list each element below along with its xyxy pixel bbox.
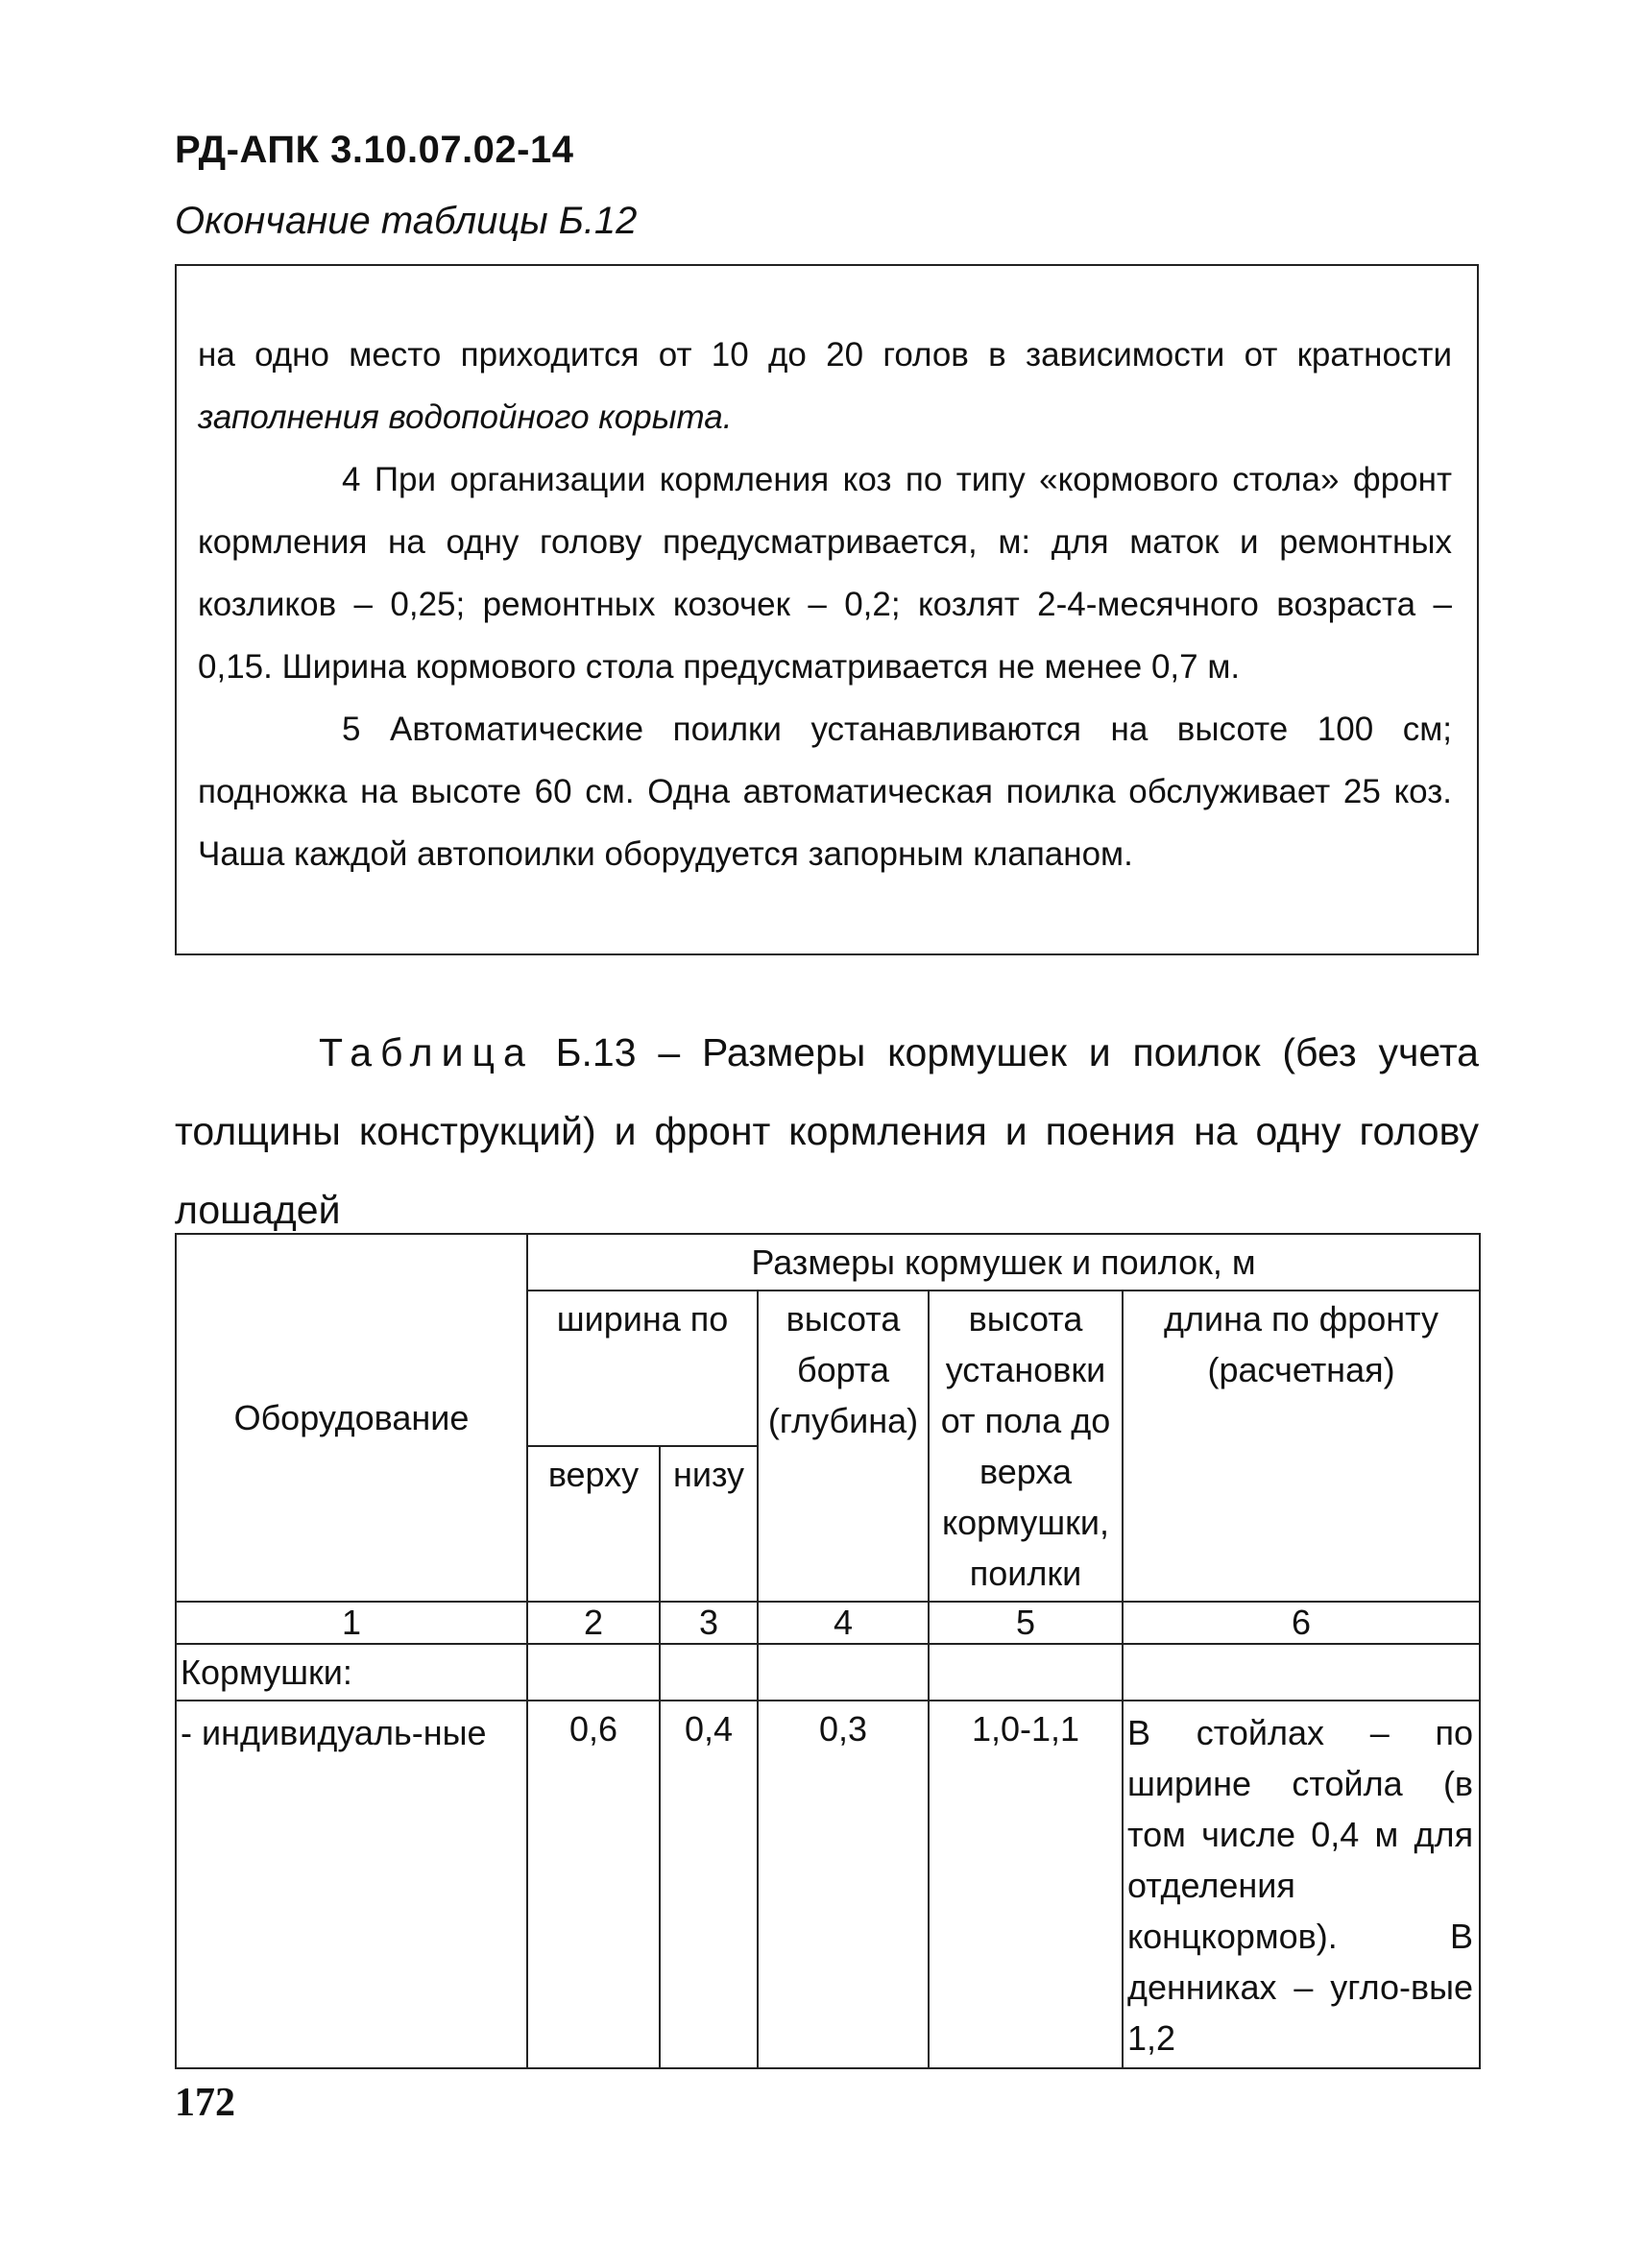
table-continuation-title: Окончание таблицы Б.12	[175, 200, 638, 242]
column-number: 6	[1123, 1602, 1480, 1644]
row-width-top: 0,6	[527, 1701, 660, 2068]
header-dimensions-group: Размеры кормушек и поилок, м	[527, 1234, 1480, 1291]
header-side-height: высота борта (глубина)	[758, 1291, 929, 1602]
note-paragraph-5: 5 Автоматические поилки устанавливаются на высоте 100 см; подножка на высоте 60 см. Одна автоматическая поилка обслуживает 25 коз. Чаша каждой автопоилки оборудуется запорным клапаном.	[198, 711, 1452, 873]
header-front-length: длина по фронту (расчетная)	[1123, 1291, 1480, 1602]
table-caption-text: Б.13 – Размеры кормушек и поилок (без учета толщины конструкций) и фронт кормления и поения на одну голову лошадей	[175, 1030, 1479, 1232]
header-width-by: ширина по	[527, 1291, 758, 1446]
header-bottom: низу	[660, 1446, 758, 1602]
row-side-height: 0,3	[758, 1701, 929, 2068]
row-front-length: В стойлах – по ширине стойла (в том числе 0,4 м для отделения концкормов). В денниках – угло-вые 1,2	[1123, 1701, 1480, 2068]
column-number: 2	[527, 1602, 660, 1644]
column-number: 3	[660, 1602, 758, 1644]
header-install-height: высота установки от пола до верха кормушки, поилки	[929, 1291, 1123, 1602]
document-code: РД-АПК 3.10.07.02-14	[175, 129, 574, 171]
note-paragraph-1	[198, 324, 1452, 448]
empty-cell	[1123, 1644, 1480, 1701]
row-width-bottom: 0,4	[660, 1701, 758, 2068]
empty-cell	[758, 1644, 929, 1701]
column-number: 4	[758, 1602, 929, 1644]
column-number: 5	[929, 1602, 1123, 1644]
column-number-row	[176, 1602, 1480, 1644]
row-install-height: 1,0-1,1	[929, 1701, 1123, 2068]
section-label: Кормушки:	[176, 1644, 527, 1701]
row-equipment-name: - индивидуаль-ные	[176, 1701, 527, 2068]
note-paragraph-4: 4 При организации кормления коз по типу «кормового стола» фронт кормления на одну голову предусматривается, м: для маток и ремонтных козликов – 0,25; ремонтных козочек – 0,2; козлят 2-4-месячного возраста – 0,15. Ширина кормового стола предусматривается не менее 0,7 м.	[198, 461, 1452, 686]
table-header-row-1	[176, 1234, 1480, 1291]
empty-cell	[660, 1644, 758, 1701]
header-top: верху	[527, 1446, 660, 1602]
table-caption	[175, 1013, 1479, 1249]
empty-cell	[527, 1644, 660, 1701]
header-equipment: Оборудование	[176, 1234, 527, 1602]
table-row	[176, 1701, 1480, 2068]
note-paragraph-1-start: на одно место приходится от 10 до 20 голов в зависимости от кратности	[198, 336, 1452, 374]
section-row	[176, 1644, 1480, 1701]
table-caption-word: Таблица	[319, 1030, 534, 1074]
equipment-dimensions-table	[175, 1233, 1481, 2069]
column-number: 1	[176, 1602, 527, 1644]
empty-cell	[929, 1644, 1123, 1701]
note-paragraph-1-end: заполнения водопойного корыта.	[198, 398, 733, 436]
page-number: 172	[175, 2081, 235, 2125]
notes-box	[175, 264, 1479, 955]
